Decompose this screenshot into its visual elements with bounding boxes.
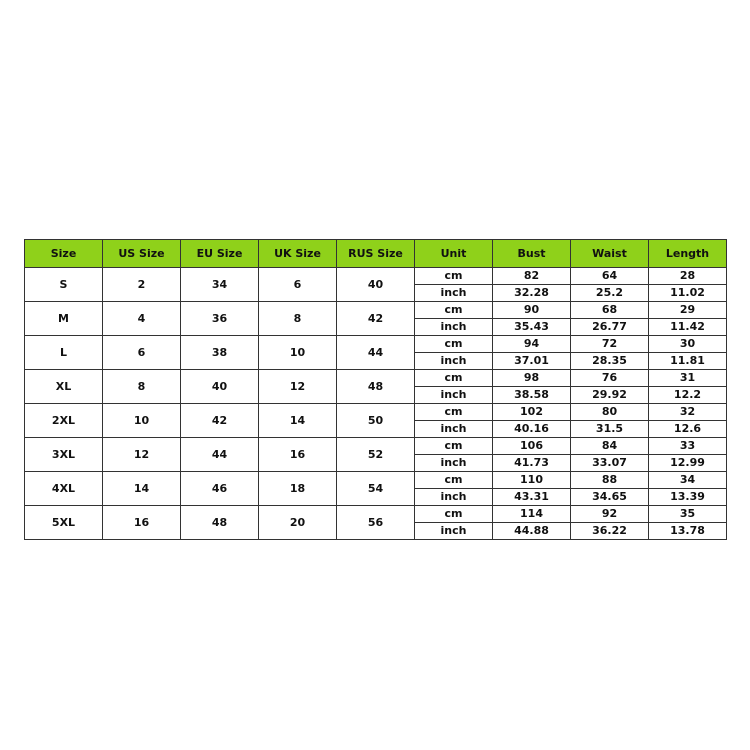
eu-size-cell: 34 — [181, 268, 259, 302]
waist-cm-cell: 68 — [571, 302, 649, 319]
waist-cm-cell: 76 — [571, 370, 649, 387]
unit-cell: inch — [415, 353, 493, 370]
eu-size-cell: 40 — [181, 370, 259, 404]
waist-inch-cell: 33.07 — [571, 455, 649, 472]
length-inch-cell: 13.39 — [649, 489, 727, 506]
waist-inch-cell: 31.5 — [571, 421, 649, 438]
bust-cm-cell: 94 — [493, 336, 571, 353]
rus-size-header: RUS Size — [337, 240, 415, 268]
us-size-header: US Size — [103, 240, 181, 268]
length-cm-cell: 32 — [649, 404, 727, 421]
uk-size-cell: 14 — [259, 404, 337, 438]
unit-cell: inch — [415, 285, 493, 302]
bust-inch-cell: 41.73 — [493, 455, 571, 472]
bust-cm-cell: 106 — [493, 438, 571, 455]
rus-size-cell: 56 — [337, 506, 415, 540]
size-cell: S — [25, 268, 103, 302]
length-cm-cell: 33 — [649, 438, 727, 455]
uk-size-cell: 8 — [259, 302, 337, 336]
rus-size-cell: 50 — [337, 404, 415, 438]
rus-size-cell: 52 — [337, 438, 415, 472]
table-row — [25, 268, 727, 285]
waist-inch-cell: 28.35 — [571, 353, 649, 370]
length-inch-cell: 11.42 — [649, 319, 727, 336]
unit-cell: cm — [415, 506, 493, 523]
unit-cell: cm — [415, 268, 493, 285]
eu-size-cell: 36 — [181, 302, 259, 336]
waist-cm-cell: 88 — [571, 472, 649, 489]
bust-inch-cell: 32.28 — [493, 285, 571, 302]
unit-cell: inch — [415, 489, 493, 506]
unit-cell: inch — [415, 421, 493, 438]
waist-cm-cell: 92 — [571, 506, 649, 523]
size-cell: L — [25, 336, 103, 370]
waist-inch-cell: 34.65 — [571, 489, 649, 506]
waist-cm-cell: 64 — [571, 268, 649, 285]
table-row — [25, 404, 727, 421]
length-inch-cell: 12.2 — [649, 387, 727, 404]
table-row — [25, 336, 727, 353]
unit-cell: cm — [415, 336, 493, 353]
size-cell: M — [25, 302, 103, 336]
bust-inch-cell: 37.01 — [493, 353, 571, 370]
bust-header: Bust — [493, 240, 571, 268]
waist-cm-cell: 84 — [571, 438, 649, 455]
waist-cm-cell: 72 — [571, 336, 649, 353]
bust-cm-cell: 90 — [493, 302, 571, 319]
us-size-cell: 12 — [103, 438, 181, 472]
unit-cell: cm — [415, 438, 493, 455]
size-cell: XL — [25, 370, 103, 404]
bust-cm-cell: 110 — [493, 472, 571, 489]
length-inch-cell: 11.02 — [649, 285, 727, 302]
us-size-cell: 16 — [103, 506, 181, 540]
unit-cell: cm — [415, 370, 493, 387]
bust-inch-cell: 44.88 — [493, 523, 571, 540]
unit-cell: cm — [415, 472, 493, 489]
unit-cell: inch — [415, 319, 493, 336]
size-header: Size — [25, 240, 103, 268]
unit-header: Unit — [415, 240, 493, 268]
length-inch-cell: 13.78 — [649, 523, 727, 540]
uk-size-cell: 18 — [259, 472, 337, 506]
waist-inch-cell: 25.2 — [571, 285, 649, 302]
uk-size-header: UK Size — [259, 240, 337, 268]
length-inch-cell: 12.99 — [649, 455, 727, 472]
uk-size-cell: 6 — [259, 268, 337, 302]
eu-size-cell: 44 — [181, 438, 259, 472]
length-cm-cell: 29 — [649, 302, 727, 319]
bust-cm-cell: 102 — [493, 404, 571, 421]
eu-size-cell: 48 — [181, 506, 259, 540]
waist-inch-cell: 26.77 — [571, 319, 649, 336]
table-body — [25, 268, 727, 540]
header-row — [25, 240, 727, 268]
size-cell: 4XL — [25, 472, 103, 506]
bust-cm-cell: 114 — [493, 506, 571, 523]
length-cm-cell: 28 — [649, 268, 727, 285]
waist-cm-cell: 80 — [571, 404, 649, 421]
rus-size-cell: 54 — [337, 472, 415, 506]
bust-inch-cell: 40.16 — [493, 421, 571, 438]
unit-cell: inch — [415, 523, 493, 540]
bust-cm-cell: 98 — [493, 370, 571, 387]
uk-size-cell: 20 — [259, 506, 337, 540]
table-row — [25, 370, 727, 387]
uk-size-cell: 12 — [259, 370, 337, 404]
uk-size-cell: 16 — [259, 438, 337, 472]
table-row — [25, 438, 727, 455]
us-size-cell: 8 — [103, 370, 181, 404]
rus-size-cell: 40 — [337, 268, 415, 302]
us-size-cell: 14 — [103, 472, 181, 506]
size-cell: 2XL — [25, 404, 103, 438]
waist-inch-cell: 29.92 — [571, 387, 649, 404]
eu-size-header: EU Size — [181, 240, 259, 268]
length-cm-cell: 34 — [649, 472, 727, 489]
unit-cell: cm — [415, 404, 493, 421]
us-size-cell: 4 — [103, 302, 181, 336]
us-size-cell: 2 — [103, 268, 181, 302]
waist-header: Waist — [571, 240, 649, 268]
length-header: Length — [649, 240, 727, 268]
rus-size-cell: 42 — [337, 302, 415, 336]
length-cm-cell: 31 — [649, 370, 727, 387]
length-cm-cell: 35 — [649, 506, 727, 523]
unit-cell: cm — [415, 302, 493, 319]
length-inch-cell: 11.81 — [649, 353, 727, 370]
table-row — [25, 506, 727, 523]
bust-cm-cell: 82 — [493, 268, 571, 285]
length-cm-cell: 30 — [649, 336, 727, 353]
unit-cell: inch — [415, 455, 493, 472]
table-row — [25, 472, 727, 489]
waist-inch-cell: 36.22 — [571, 523, 649, 540]
bust-inch-cell: 43.31 — [493, 489, 571, 506]
size-cell: 5XL — [25, 506, 103, 540]
bust-inch-cell: 35.43 — [493, 319, 571, 336]
uk-size-cell: 10 — [259, 336, 337, 370]
unit-cell: inch — [415, 387, 493, 404]
size-chart-table — [24, 239, 727, 540]
us-size-cell: 10 — [103, 404, 181, 438]
table-row — [25, 302, 727, 319]
rus-size-cell: 48 — [337, 370, 415, 404]
eu-size-cell: 42 — [181, 404, 259, 438]
bust-inch-cell: 38.58 — [493, 387, 571, 404]
rus-size-cell: 44 — [337, 336, 415, 370]
us-size-cell: 6 — [103, 336, 181, 370]
length-inch-cell: 12.6 — [649, 421, 727, 438]
size-cell: 3XL — [25, 438, 103, 472]
eu-size-cell: 38 — [181, 336, 259, 370]
eu-size-cell: 46 — [181, 472, 259, 506]
